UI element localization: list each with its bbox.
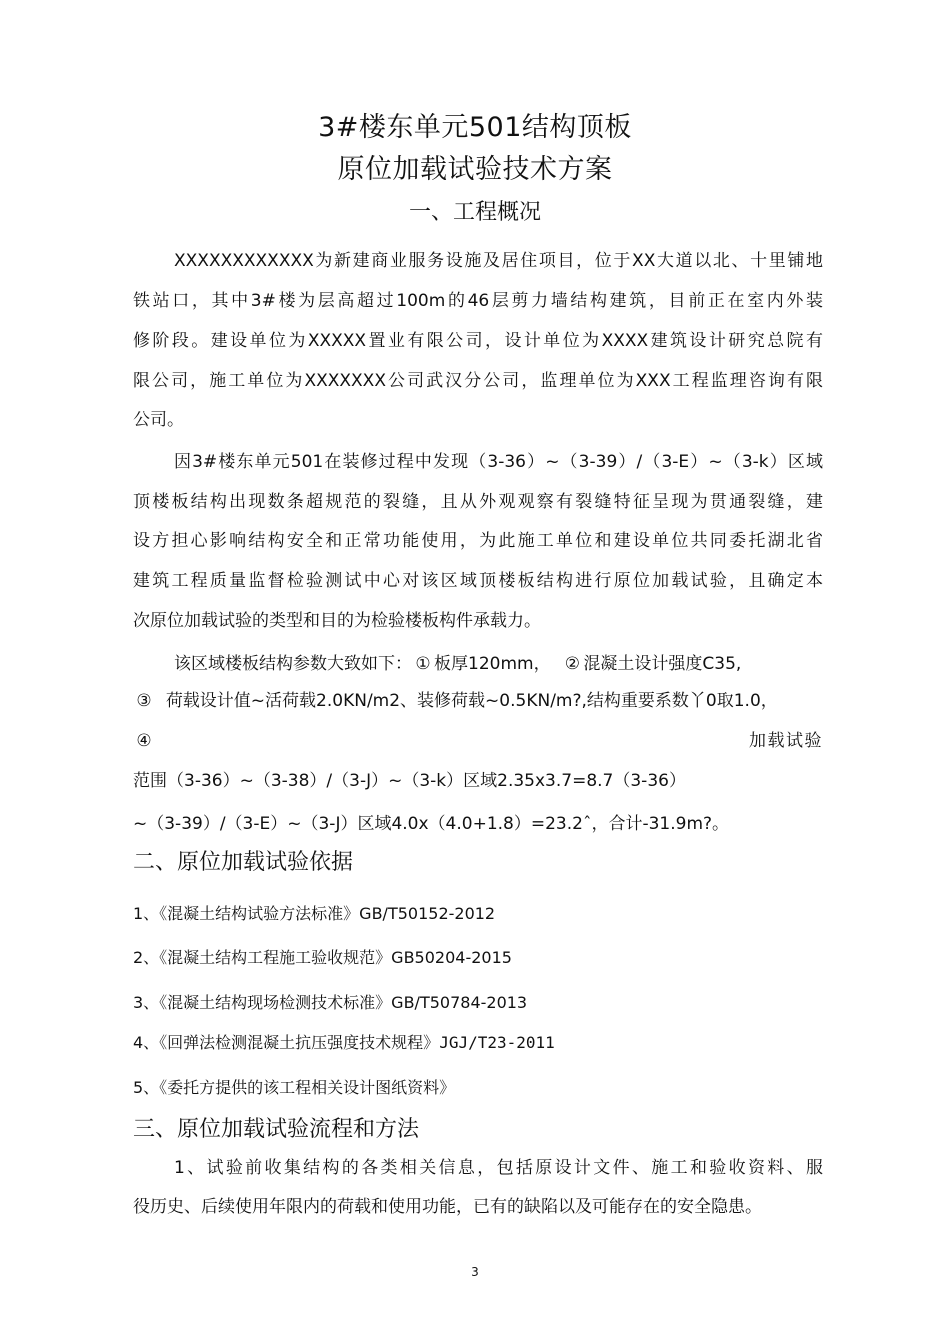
section1-para1-line: 铁站口，其中3#楼为层高超过100m的46层剪力墙结构建筑，目前正在室内外装 — [133, 291, 823, 311]
section1-para2-line: 因3#楼东单元501在装修过程中发现（3-36）~（3-39）/（3-E）~（3-k）区域 — [174, 452, 823, 472]
circled-number-3: ③ — [136, 691, 152, 711]
reference-item: 5、《委托方提供的该工程相关设计图纸资料》 — [133, 1078, 456, 1097]
section3-para-line: 1、试验前收集结构的各类相关信息，包括原设计文件、施工和验收资料、服 — [174, 1158, 823, 1178]
reference-item: 1、《混凝土结构试验方法标准》GB/T50152-2012 — [133, 904, 496, 923]
params-line-1 — [174, 650, 864, 678]
reference-4-title: 4、《回弹法检测混凝土抗压强度技术规程》 — [133, 1033, 440, 1052]
page-number: 3 — [471, 1265, 479, 1279]
circled-number-2: ② — [564, 654, 581, 674]
reference-item: 2、《混凝土结构工程施工验收规范》GB50204-2015 — [133, 948, 512, 967]
param-thickness: 板厚120mm， — [434, 654, 551, 674]
document-title-line1: 3#楼东单元501结构顶板 — [318, 112, 632, 143]
param-concrete-strength: 混凝土设计强度C35, — [583, 654, 742, 674]
reference-item: 3、《混凝土结构现场检测技术标准》GB/T50784-2013 — [133, 993, 528, 1012]
section1-para1-line: XXXXXXXXXXXX为新建商业服务设施及居住项目，位于XX大道以北、十里铺地 — [174, 251, 823, 271]
param-load-range-line3: ~（3-39）/（3-E）~（3-J）区域4.0x（4.0+1.8）=23.2ˆ，合计-31.9m?。 — [133, 814, 730, 834]
params-line-3 — [133, 727, 823, 755]
section1-para1-line: 修阶段。建设单位为XXXXX置业有限公司，设计单位为XXXX建筑设计研究总院有 — [133, 331, 823, 351]
section1-para2-line: 顶楼板结构出现数条超规范的裂缝，且从外观观察有裂缝特征呈现为贯通裂缝，建 — [133, 492, 823, 512]
reference-4-code: JGJ/T23-2011 — [439, 1033, 555, 1052]
section1-para1-line: 限公司，施工单位为XXXXXXX公司武汉分公司，监理单位为XXX工程监理咨询有限 — [133, 371, 823, 391]
param-load-design: 荷载设计值~活荷载2.0KN/m2、装修荷载~0.5KN/m?,结构重要系数丫0取1.0， — [165, 691, 778, 711]
document-title-line2: 原位加载试验技术方案 — [337, 154, 613, 185]
params-intro: 该区域楼板结构参数大致如下： — [174, 654, 412, 674]
section1-heading: 一、工程概况 — [408, 200, 541, 225]
section1-para2-line: 设方担心影响结构安全和正常功能使用，为此施工单位和建设单位共同委托湖北省 — [133, 531, 823, 551]
circled-number-4: ④ — [136, 731, 152, 751]
param-load-range-label: 加载试验 — [749, 731, 823, 751]
section1-para2-line: 次原位加载试验的类型和目的为检验楼板构件承载力。 — [133, 611, 541, 631]
param-load-range-line2: 范围（3-36）~（3-38）/（3-J）~（3-k）区域2.35x3.7=8.7（3-36） — [133, 771, 686, 791]
section3-heading: 三、原位加载试验流程和方法 — [133, 1117, 420, 1142]
circled-number-1: ① — [415, 654, 431, 674]
reference-item — [133, 1030, 555, 1056]
section1-para2-line: 建筑工程质量监督检验测试中心对该区域顶楼板结构进行原位加载试验，且确定本 — [133, 571, 823, 591]
section2-heading: 二、原位加载试验依据 — [133, 850, 354, 875]
section1-para1-line: 公司。 — [133, 410, 184, 430]
section3-para-line: 役历史、后续使用年限内的荷载和使用功能，已有的缺陷以及可能存在的安全隐患。 — [133, 1197, 762, 1217]
params-line-2 — [133, 687, 823, 715]
